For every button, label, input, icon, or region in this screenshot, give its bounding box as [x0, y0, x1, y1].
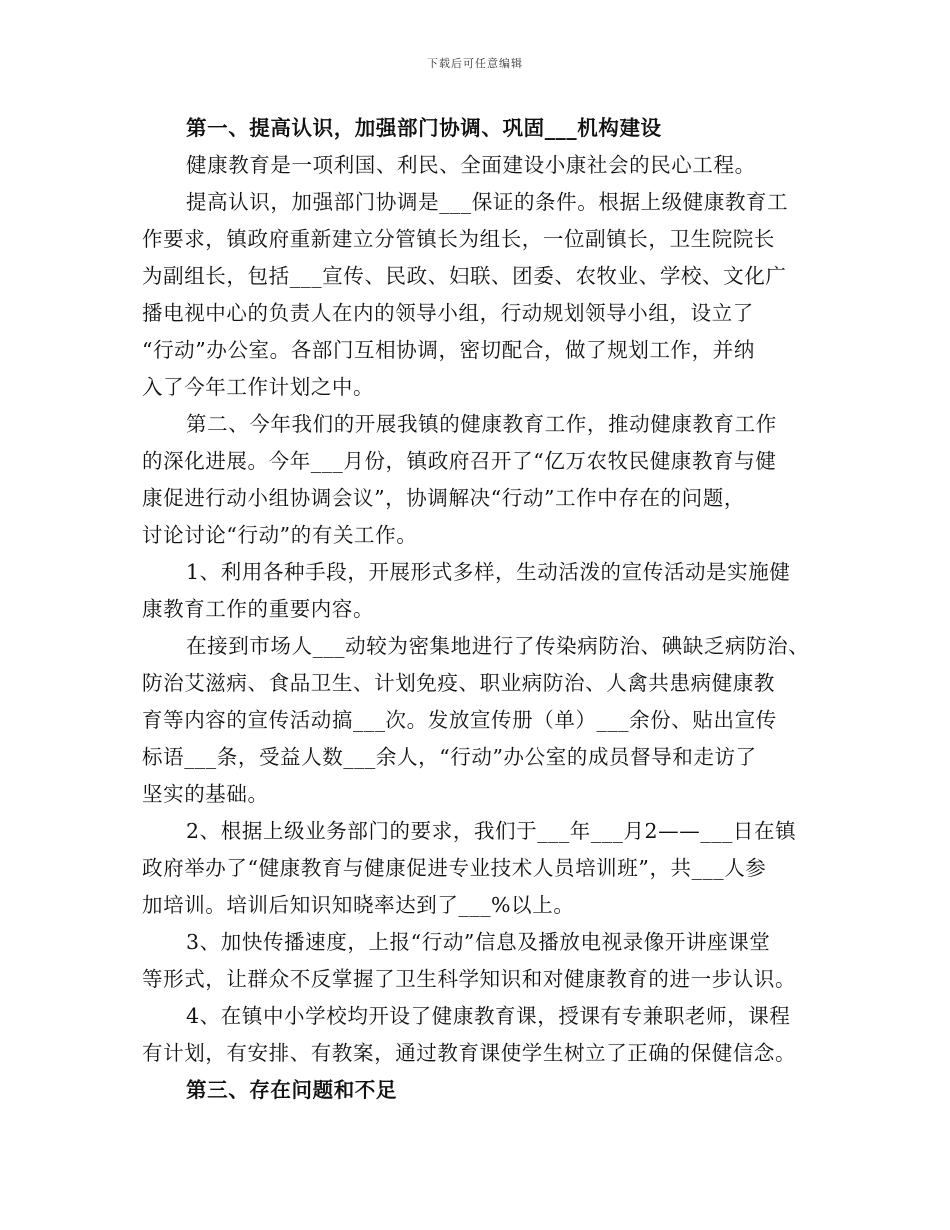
header-note: 下载后可任意编辑 [427, 57, 523, 70]
paragraph-line: 入了今年工作计划之中。 [142, 375, 375, 399]
paragraph-line: 标语___条，受益人数___余人，“行动”办公室的成员督导和走访了 [142, 745, 757, 769]
paragraph-line: 康教育工作的重要内容。 [142, 597, 375, 621]
paragraph-line: 健康教育是一项利国、利民、全面建设小康社会的民心工程。 [186, 153, 756, 177]
paragraph-line: 加培训。培训后知识知晓率达到了___%以上。 [142, 893, 575, 917]
paragraph-line: 防治艾滋病、食品卫生、计划免疫、职业病防治、人禽共患病健康教 [142, 671, 775, 695]
section-heading-3: 第三、存在问题和不足 [186, 1078, 397, 1102]
paragraph-line: 3、加快传播速度，上报“行动”信息及播放电视录像开讲座课堂 [186, 930, 771, 954]
paragraph-line: 第二、今年我们的开展我镇的健康教育工作，推动健康教育工作 [186, 412, 777, 436]
section-heading-1: 第一、提高认识，加强部门协调、巩固___机构建设 [186, 116, 662, 140]
paragraph-line: 康促进行动小组协调会议”，协调解决“行动”工作中存在的问题， [142, 486, 745, 510]
paragraph-line: “行动”办公室。各部门互相协调，密切配合，做了规划工作，并纳 [142, 338, 755, 362]
paragraph-line: 政府举办了“健康教育与健康促进专业技术人员培训班”，共___人参 [142, 856, 767, 880]
document-body [142, 110, 832, 1109]
paragraph-line: 作要求，镇政府重新建立分管镇长为组长，一位副镇长，卫生院院长 [142, 227, 775, 251]
paragraph-line: 有计划，有安排、有教案，通过教育课使学生树立了正确的保健信念。 [142, 1041, 797, 1065]
paragraph-line: 提高认识，加强部门协调是___保证的条件。根据上级健康教育工 [186, 190, 789, 214]
paragraph-line: 的深化进展。今年___月份，镇政府召开了“亿万农牧民健康教育与健 [142, 449, 777, 473]
paragraph-line: 2、根据上级业务部门的要求，我们于___年___月2——___日在镇 [186, 819, 797, 843]
paragraph-line: 育等内容的宣传活动搞___次。发放宣传册（单）___余份、贴出宣传 [142, 708, 777, 732]
paragraph-line: 为副组长，包括___宣传、民政、妇联、团委、农牧业、学校、文化广 [142, 264, 787, 288]
paragraph-line: 讨论讨论“行动”的有关工作。 [142, 523, 418, 547]
paragraph-line: 4、在镇中小学校均开设了健康教育课，授课有专兼职老师，课程 [186, 1004, 791, 1028]
paragraph-line: 坚实的基础。 [142, 782, 269, 806]
paragraph-line: 播电视中心的负责人在内的领导小组，行动规划领导小组，设立了 [142, 301, 754, 325]
paragraph-line: 在接到市场人___动较为密集地进行了传染病防治、碘缺乏病防治、 [186, 634, 810, 658]
paragraph-line: 等形式，让群众不反掌握了卫生科学知识和对健康教育的进一步认识。 [142, 967, 797, 991]
paragraph-line: 1、利用各种手段，开展形式多样，生动活泼的宣传活动是实施健 [186, 560, 791, 584]
